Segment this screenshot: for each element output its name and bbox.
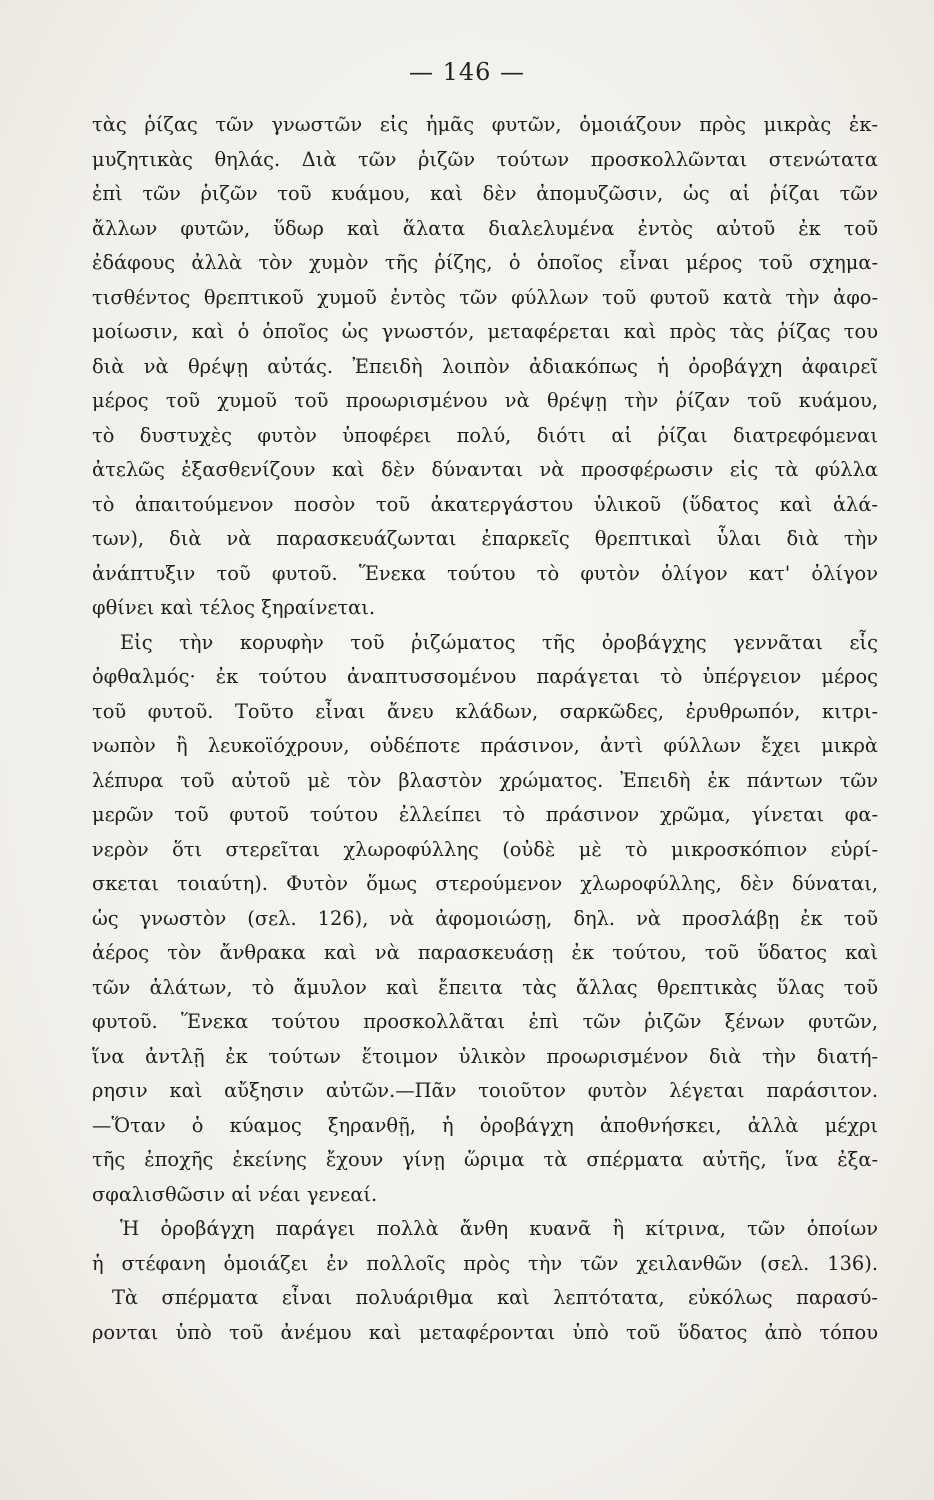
text-line: μοίωσιν, καὶ ὁ ὁποῖος ὡς γνωστόν, μεταφέρεται καὶ πρὸς τὰς ῥίζας του <box>92 320 878 343</box>
text-line: ἡ στέφανη ὁμοιάζει ἐν πολλοῖς πρὸς τὴν τῶν χειλανθῶν (σελ. 136). <box>92 1251 878 1275</box>
text-line: Ἡ ὀροβάγχη παράγει πολλὰ ἄνθη κυανᾶ ἢ κίτρινα, τῶν ὁποίων <box>120 1217 878 1240</box>
text-line: τῶν ἁλάτων, τὸ ἄμυλον καὶ ἔπειτα τὰς ἄλλας θρεπτικὰς ὕλας τοῦ <box>92 975 878 999</box>
text-line: ὡς γνωστὸν (σελ. 126), νὰ ἀφομοιώσῃ, δηλ. νὰ προσλάβῃ ἐκ τοῦ <box>92 906 878 930</box>
text-line: τὸ ἀπαιτούμενον ποσὸν τοῦ ἀκατεργάστου ὑλικοῦ (ὕδατος καὶ ἁλά- <box>92 492 878 516</box>
text-line: ἀτελῶς ἐξασθενίζουν καὶ δὲν δύνανται νὰ προσφέρωσιν εἰς τὰ φύλλα <box>92 458 878 481</box>
text-line: σφαλισθῶσιν αἱ νέαι γενεαί. <box>92 1182 378 1206</box>
text-line: ρησιν καὶ αὔξησιν αὐτῶν.—Πᾶν τοιοῦτον φυτὸν λέγεται παράσιτον. <box>92 1079 878 1102</box>
text-line: ἐδάφους ἀλλὰ τὸν χυμὸν τῆς ῥίζης, ὁ ὁποῖος εἶναι μέρος τοῦ σχημα- <box>92 251 878 274</box>
text-line: μυζητικὰς θηλάς. Διὰ τῶν ῥιζῶν τούτων προσκολλῶνται στενώτατα <box>92 147 878 171</box>
text-line: Εἰς τὴν κορυφὴν τοῦ ῥιζώματος τῆς ὀροβάγχης γεννᾶται εἷς <box>120 630 878 654</box>
body-text <box>92 108 878 1350</box>
text-line: τισθέντος θρεπτικοῦ χυμοῦ ἐντὸς τῶν φύλλων τοῦ φυτοῦ κατὰ τὴν ἀφο- <box>92 285 878 309</box>
text-line: Τὰ σπέρματα εἶναι πολυάριθμα καὶ λεπτότατα, εὐκόλως παρασύ- <box>112 1286 878 1309</box>
text-line: σκεται τοιαύτη). Φυτὸν ὅμως στερούμενον χλωροφύλλης, δὲν δύναται, <box>92 872 878 895</box>
text-line: διὰ νὰ θρέψῃ αὐτάς. Ἐπειδὴ λοιπὸν ἀδιακόπως ἡ ὀροβάγχη ἀφαιρεῖ <box>92 354 878 378</box>
text-line: ἀέρος τὸν ἄνθρακα καὶ νὰ παρασκευάσῃ ἐκ τούτου, τοῦ ὕδατος καὶ <box>92 941 878 964</box>
text-line: τοῦ φυτοῦ. Τοῦτο εἶναι ἄνευ κλάδων, σαρκῶδες, ἐρυθρωπόν, κιτρι- <box>92 699 878 723</box>
text-line: ἄλλων φυτῶν, ὕδωρ καὶ ἅλατα διαλελυμένα ἐντὸς αὐτοῦ ἐκ τοῦ <box>92 216 878 240</box>
text-line: λέπυρα τοῦ αὐτοῦ μὲ τὸν βλαστὸν χρώματος. Ἐπειδὴ ἐκ πάντων τῶν <box>92 768 878 792</box>
text-line: ρονται ὑπὸ τοῦ ἀνέμου καὶ μεταφέρονται ὑπὸ τοῦ ὕδατος ἀπὸ τόπου <box>92 1320 878 1344</box>
text-line: —Ὅταν ὁ κύαμος ξηρανθῇ, ἡ ὀροβάγχη ἀποθνήσκει, ἀλλὰ μέχρι <box>92 1113 878 1137</box>
text-line: φυτοῦ. Ἕνεκα τούτου προσκολλᾶται ἐπὶ τῶν ῥιζῶν ξένων φυτῶν, <box>92 1010 878 1033</box>
page-number: — 146 — <box>408 58 526 86</box>
text-line: τῆς ἐποχῆς ἐκείνης ἔχουν γίνῃ ὥριμα τὰ σπέρματα αὐτῆς, ἵνα ἐξα- <box>92 1148 878 1171</box>
text-line: των), διὰ νὰ παρασκευάζωνται ἐπαρκεῖς θρεπτικαὶ ὗλαι διὰ τὴν <box>92 527 878 550</box>
text-line: νερὸν ὅτι στερεῖται χλωροφύλλης (οὐδὲ μὲ τὸ μικροσκόπιον εὑρί- <box>92 837 878 861</box>
text-line: νωπὸν ἢ λευκοϊόχρουν, οὐδέποτε πράσινον, ἀντὶ φύλλων ἔχει μικρὰ <box>92 734 878 757</box>
text-line: μερῶν τοῦ φυτοῦ τούτου ἐλλείπει τὸ πράσινον χρῶμα, γίνεται φα- <box>92 803 878 826</box>
text-line: φθίνει καὶ τέλος ξηραίνεται. <box>92 596 376 619</box>
text-line: ἐπὶ τῶν ῥιζῶν τοῦ κυάμου, καὶ δὲν ἀπομυζῶσιν, ὡς αἱ ῥίζαι τῶν <box>92 182 878 205</box>
text-line: τὸ δυστυχὲς φυτὸν ὑποφέρει πολύ, διότι αἱ ῥίζαι διατρεφόμεναι <box>92 423 878 447</box>
text-line: ἵνα ἀντλῇ ἐκ τούτων ἕτοιμον ὑλικὸν προωρισμένον διὰ τὴν διατή- <box>92 1044 878 1068</box>
text-line: τὰς ῥίζας τῶν γνωστῶν εἰς ἡμᾶς φυτῶν, ὁμοιάζουν πρὸς μικρὰς ἐκ- <box>92 113 878 136</box>
text-line: ὀφθαλμός· ἐκ τούτου ἀναπτυσσομένου παράγεται τὸ ὑπέργειον μέρος <box>92 665 878 688</box>
text-line: ἀνάπτυξιν τοῦ φυτοῦ. Ἕνεκα τούτου τὸ φυτὸν ὀλίγον κατ' ὀλίγον <box>92 561 878 585</box>
text-line: μέρος τοῦ χυμοῦ τοῦ προωρισμένου νὰ θρέψῃ τὴν ῥίζαν τοῦ κυάμου, <box>92 389 878 412</box>
